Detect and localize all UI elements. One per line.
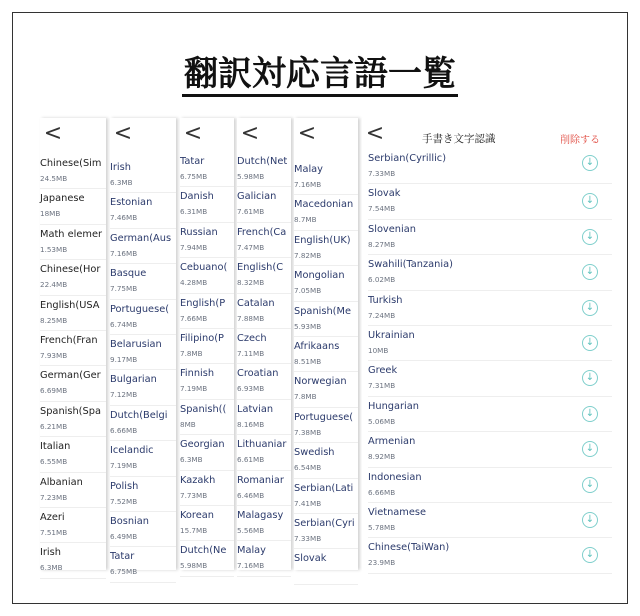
language-panel-main bbox=[362, 118, 612, 570]
list-item[interactable]: Irish 6.3MB bbox=[40, 543, 106, 578]
list-item[interactable]: Swahili(Tanzania) 6.02MB ↓ bbox=[368, 255, 612, 290]
list-item[interactable]: Tatar 6.75MB bbox=[110, 547, 176, 582]
list-item[interactable]: Dutch(Belgi 6.66MB bbox=[110, 406, 176, 441]
download-icon[interactable]: ↓ bbox=[582, 229, 598, 245]
list-item[interactable]: Spanish(Spa 6.21MB bbox=[40, 402, 106, 437]
list-item[interactable]: Indonesian 6.66MB ↓ bbox=[368, 468, 612, 503]
download-icon[interactable]: ↓ bbox=[582, 193, 598, 209]
list-item[interactable]: Basque 7.75MB bbox=[110, 264, 176, 299]
list-item[interactable]: Malay 7.16MB bbox=[294, 160, 358, 195]
list-item[interactable]: Romaniar 6.46MB bbox=[237, 471, 291, 506]
list-item[interactable]: Estonian 7.46MB bbox=[110, 193, 176, 228]
language-panel-5 bbox=[294, 118, 358, 570]
language-list bbox=[180, 152, 234, 577]
list-item[interactable]: Japanese 18MB bbox=[40, 189, 106, 224]
list-item[interactable]: Portuguese( 6.74MB bbox=[110, 300, 176, 335]
list-item[interactable]: Lithuaniar 6.61MB bbox=[237, 435, 291, 470]
language-panel-1 bbox=[40, 118, 106, 573]
list-item[interactable]: Cebuano( 4.28MB bbox=[180, 258, 234, 293]
language-list bbox=[237, 152, 291, 577]
list-item[interactable]: Slovak 7.54MB ↓ bbox=[368, 184, 612, 219]
list-item[interactable]: Bosnian 6.49MB bbox=[110, 512, 176, 547]
download-icon[interactable]: ↓ bbox=[582, 264, 598, 280]
list-item[interactable]: Latvian 8.16MB bbox=[237, 400, 291, 435]
download-icon[interactable]: ↓ bbox=[582, 406, 598, 422]
list-item[interactable]: Mongolian 7.05MB bbox=[294, 266, 358, 301]
list-item[interactable]: Czech 7.11MB bbox=[237, 329, 291, 364]
list-item[interactable]: English(UK) 7.82MB bbox=[294, 231, 358, 266]
list-item[interactable]: Dutch(Ne 5.98MB bbox=[180, 541, 234, 576]
list-item[interactable]: Serbian(Lati 7.41MB bbox=[294, 479, 358, 514]
list-item[interactable]: Chinese(Sim 24.5MB bbox=[40, 154, 106, 189]
list-item[interactable]: Georgian 6.3MB bbox=[180, 435, 234, 470]
header-title: 手書き文字認識 bbox=[422, 133, 496, 145]
list-item[interactable]: Afrikaans 8.51MB bbox=[294, 337, 358, 372]
list-item[interactable]: Chinese(TaiWan) 23.9MB ↓ bbox=[368, 538, 612, 573]
list-item[interactable]: German(Aus 7.16MB bbox=[110, 229, 176, 264]
list-item[interactable]: Armenian 8.92MB ↓ bbox=[368, 432, 612, 467]
download-icon[interactable]: ↓ bbox=[582, 477, 598, 493]
list-item[interactable]: English(P 7.66MB bbox=[180, 294, 234, 329]
page-title: 翻訳対応言語一覧 bbox=[0, 46, 640, 95]
list-item[interactable]: Norwegian 7.8MB bbox=[294, 372, 358, 407]
back-arrow-icon[interactable]: < bbox=[43, 121, 63, 146]
list-item[interactable]: Finnish 7.19MB bbox=[180, 364, 234, 399]
language-list bbox=[294, 160, 358, 585]
list-item[interactable]: Tatar 6.75MB bbox=[180, 152, 234, 187]
list-item[interactable]: Catalan 7.88MB bbox=[237, 294, 291, 329]
list-item[interactable]: Bulgarian 7.12MB bbox=[110, 370, 176, 405]
list-item[interactable]: Danish 6.31MB bbox=[180, 187, 234, 222]
back-arrow-icon[interactable]: < bbox=[240, 121, 260, 146]
list-item[interactable]: French(Fran 7.93MB bbox=[40, 331, 106, 366]
list-item[interactable]: Azeri 7.51MB bbox=[40, 508, 106, 543]
list-item[interactable]: Russian 7.94MB bbox=[180, 223, 234, 258]
download-icon[interactable]: ↓ bbox=[582, 300, 598, 316]
list-item[interactable]: Slovak bbox=[294, 549, 358, 584]
list-item[interactable]: Vietnamese 5.78MB ↓ bbox=[368, 503, 612, 538]
list-item[interactable]: Spanish(( 8MB bbox=[180, 400, 234, 435]
list-item[interactable]: Serbian(Cyrillic) 7.33MB ↓ bbox=[368, 149, 612, 184]
language-list bbox=[110, 158, 176, 583]
language-panel-2 bbox=[110, 118, 176, 577]
list-item[interactable]: Filipino(P 7.8MB bbox=[180, 329, 234, 364]
list-item[interactable]: Belarusian 9.17MB bbox=[110, 335, 176, 370]
list-item[interactable]: Malay 7.16MB bbox=[237, 541, 291, 576]
list-item[interactable]: Math elemer 1.53MB bbox=[40, 225, 106, 260]
list-item[interactable]: French(Ca 7.47MB bbox=[237, 223, 291, 258]
list-item[interactable]: Greek 7.31MB ↓ bbox=[368, 361, 612, 396]
download-icon[interactable]: ↓ bbox=[582, 155, 598, 171]
language-panel-3 bbox=[180, 118, 234, 570]
back-arrow-icon[interactable]: < bbox=[183, 121, 203, 146]
list-item[interactable]: Dutch(Net 5.98MB bbox=[237, 152, 291, 187]
list-item[interactable]: Italian 6.55MB bbox=[40, 437, 106, 472]
language-list bbox=[40, 154, 106, 579]
list-item[interactable]: Icelandic 7.19MB bbox=[110, 441, 176, 476]
list-item[interactable]: Galician 7.61MB bbox=[237, 187, 291, 222]
list-item[interactable]: Serbian(Cyri 7.33MB bbox=[294, 514, 358, 549]
back-arrow-icon[interactable]: < bbox=[365, 121, 385, 146]
list-item[interactable]: Albanian 7.23MB bbox=[40, 473, 106, 508]
list-item[interactable]: Polish 7.52MB bbox=[110, 477, 176, 512]
download-icon[interactable]: ↓ bbox=[582, 335, 598, 351]
list-item[interactable]: Hungarian 5.06MB ↓ bbox=[368, 397, 612, 432]
list-item[interactable]: Portuguese( 7.38MB bbox=[294, 408, 358, 443]
delete-button[interactable]: 削除する bbox=[560, 135, 600, 146]
list-item[interactable]: Turkish 7.24MB ↓ bbox=[368, 291, 612, 326]
list-item[interactable]: Malagasy 5.56MB bbox=[237, 506, 291, 541]
list-item[interactable]: Kazakh 7.73MB bbox=[180, 471, 234, 506]
list-item[interactable]: Spanish(Me 5.93MB bbox=[294, 302, 358, 337]
list-item[interactable]: Croatian 6.93MB bbox=[237, 364, 291, 399]
language-list bbox=[368, 149, 612, 574]
list-item[interactable]: English(C 8.32MB bbox=[237, 258, 291, 293]
list-item[interactable]: Macedonian 8.7MB bbox=[294, 195, 358, 230]
language-panel-4 bbox=[237, 118, 291, 570]
list-item[interactable]: Swedish 6.54MB bbox=[294, 443, 358, 478]
back-arrow-icon[interactable]: < bbox=[297, 121, 317, 146]
list-item[interactable]: Ukrainian 10MB ↓ bbox=[368, 326, 612, 361]
back-arrow-icon[interactable]: < bbox=[113, 121, 133, 146]
list-item[interactable]: Slovenian 8.27MB ↓ bbox=[368, 220, 612, 255]
download-icon[interactable]: ↓ bbox=[582, 512, 598, 528]
list-item[interactable]: Chinese(Hor 22.4MB bbox=[40, 260, 106, 295]
download-icon[interactable]: ↓ bbox=[582, 370, 598, 386]
list-item[interactable]: Irish 6.3MB bbox=[110, 158, 176, 193]
download-icon[interactable]: ↓ bbox=[582, 547, 598, 563]
list-item[interactable]: Korean 15.7MB bbox=[180, 506, 234, 541]
download-icon[interactable]: ↓ bbox=[582, 441, 598, 457]
list-item[interactable]: German(Ger 6.69MB bbox=[40, 366, 106, 401]
list-item[interactable]: English(USA 8.25MB bbox=[40, 296, 106, 331]
